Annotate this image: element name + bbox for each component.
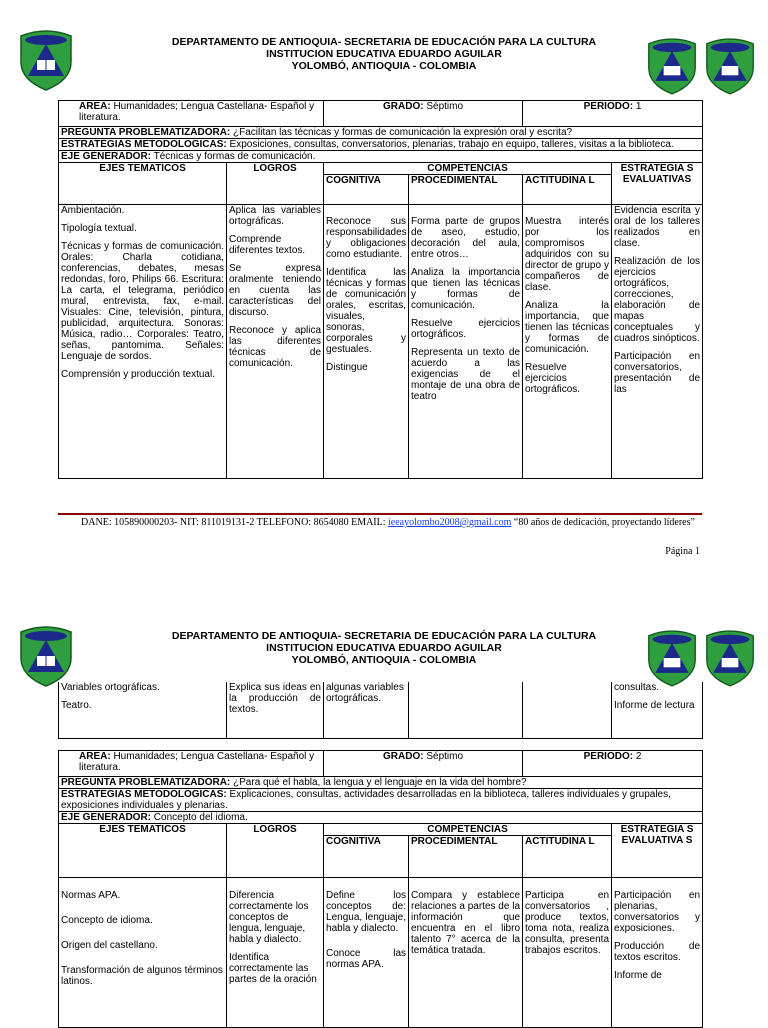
cont-procedimental <box>409 682 523 738</box>
cont-actitudinal <box>523 682 612 738</box>
col-logros-header: LOGROS <box>227 163 324 205</box>
header-line-2: INSTITUCION EDUCATIVA EDUARDO AGUILAR <box>266 642 502 654</box>
page-number: Página 1 <box>665 546 700 557</box>
footer: DANE: 105890000203- NIT: 811019131-2 TELEFONO: 8654080 EMAIL: ieeayolombo2008@gmail.com “80 años de dedicación, proyectando líderes” <box>81 517 695 528</box>
document-header-2 <box>0 630 768 666</box>
header-line-3: YOLOMBÓ, ANTIOQUIA - COLOMBIA <box>291 654 477 666</box>
col-ejes-header: EJES TEMATICOS <box>59 824 227 878</box>
col-competencias-header: COMPETENCIAS <box>324 163 612 175</box>
footer-rule <box>58 513 702 515</box>
col-actitudinal-header: ACTITUDINA L <box>523 175 612 205</box>
pregunta-cell: PREGUNTA PROBLEMATIZADORA: ¿Facilitan las técnicas y formas de comunicación la expresión oral y escrita? <box>59 127 703 139</box>
eje-cell: EJE GENERADOR: Concepto del idioma. <box>59 812 703 824</box>
document-header <box>0 36 768 72</box>
grado-cell: GRADO: Séptimo <box>324 751 523 777</box>
cognitiva-content: Define los conceptos de: Lengua, lenguaje, habla y dialecto. Conoce las normas APA. <box>324 878 409 1028</box>
estrategias-eval-content: Participación en plenarias, conversatorios y exposiciones. Producción de textos escritos. Informe de <box>612 878 703 1028</box>
area-cell: AREA: Humanidades; Lengua Castellana- Español y literatura. <box>59 101 324 127</box>
email-link[interactable]: ieeayolombo2008@gmail.com <box>388 517 512 528</box>
header-line-2: INSTITUCION EDUCATIVA EDUARDO AGUILAR <box>266 48 502 60</box>
header-line-1: DEPARTAMENTO DE ANTIOQUIA- SECRETARIA DE EDUCACIÓN PARA LA CULTURA <box>171 630 597 642</box>
col-ejes-header: EJES TEMATICOS <box>59 163 227 205</box>
ejes-content: Ambientación. Tipología textual. Técnicas y formas de comunicación. Orales: Charla cotidiana, conferencias, debates, mesas redondas, foro, Philips 66. Escritura: La carta, el telegrama, periódico mural, entrevista, fax, e-mail. Visuales: Cine, televisión, pintura, publicidad, arquitectura. Sonoras: Música, radio… Corporales: Teatro, señas, pantomima. Señales: Lenguaje de sordos. Comprensión y producción textual. <box>59 205 227 479</box>
ejes-content: Normas APA. Concepto de idioma. Origen del castellano. Transformación de algunos términos latinos. <box>59 878 227 1028</box>
estrategias-cell: ESTRATEGIAS METODOLOGICAS: Exposiciones, consultas, conversatorios, plenarias, trabajo en equipo, talleres, visitas a la biblioteca. <box>59 139 703 151</box>
col-procedimental-header: PROCEDIMENTAL <box>409 836 523 878</box>
procedimental-content: Compara y establece relaciones a partes de la información que encuentra en el libro talento 7° acerca de la temática tratada. <box>409 878 523 1028</box>
col-estrategias-header: ESTRATEGIA S EVALUATIVA S <box>612 824 703 878</box>
plan-table-period-2 <box>58 750 703 1028</box>
col-competencias-header: COMPETENCIAS <box>324 824 612 836</box>
col-cognitiva-header: COGNITIVA <box>324 836 409 878</box>
actitudinal-content: Participa en conversatorios , produce textos, toma nota, realiza consulta, presenta trabajos escritos. <box>523 878 612 1028</box>
logros-content: Aplica las variables ortográficas. Comprende diferentes textos. Se expresa oralmente teniendo en cuenta las características del discurso. Reconoce y aplica las diferentes técnicas de comunicación. <box>227 205 324 479</box>
cont-ejes: Variables ortográficas. Teatro. <box>59 682 227 738</box>
area-cell: AREA: Humanidades; Lengua Castellana- Español y literatura. <box>59 751 324 777</box>
eje-cell: EJE GENERADOR: Técnicas y formas de comunicación. <box>59 151 703 163</box>
header-line-3: YOLOMBÓ, ANTIOQUIA - COLOMBIA <box>291 60 477 72</box>
grado-cell: GRADO: Séptimo <box>324 101 523 127</box>
col-actitudinal-header: ACTITUDINA L <box>523 836 612 878</box>
col-cognitiva-header: COGNITIVA <box>324 175 409 205</box>
cont-logros: Explica sus ideas en la producción de textos. <box>227 682 324 738</box>
periodo-cell: PERIODO: 1 <box>523 101 703 127</box>
plan-table-period-1-continued <box>58 682 703 739</box>
header-line-1: DEPARTAMENTO DE ANTIOQUIA- SECRETARIA DE EDUCACIÓN PARA LA CULTURA <box>171 36 597 48</box>
logros-content: Diferencia correctamente los conceptos de lengua, lenguaje, habla y dialecto. Identifica correctamente las partes de la oración <box>227 878 324 1028</box>
col-estrategias-header: ESTRATEGIA S EVALUATIVAS <box>612 163 703 205</box>
pregunta-cell: PREGUNTA PROBLEMATIZADORA: ¿Para qué el habla, la lengua y el lenguaje en la vida del hombre? <box>59 777 703 789</box>
actitudinal-content: Muestra interés por los compromisos adquiridos con su director de grupo y compañeros de clase. Analiza la importancia, que tienen las técnicas y formas de comunicación. Resuelve ejercicios ortográficos. <box>523 205 612 479</box>
estrategias-eval-content: Evidencia escrita y oral de los talleres realizados en clase. Realización de los ejercicios ortográficos, correcciones, elaboración de mapas conceptuales y cuadros sinópticos. Participación en conversatorios, presentación de las <box>612 205 703 479</box>
estrategias-cell: ESTRATEGIAS METODOLOGICAS: Explicaciones, consultas, actividades desarrolladas en la biblioteca, talleres individuales y grupales, exposiciones individuales y plenarias. <box>59 789 703 812</box>
cont-cognitiva: algunas variables ortográficas. <box>324 682 409 738</box>
col-logros-header: LOGROS <box>227 824 324 878</box>
plan-table-period-1 <box>58 100 703 479</box>
col-procedimental-header: PROCEDIMENTAL <box>409 175 523 205</box>
procedimental-content: Forma parte de grupos de aseo, estudio, decoración del aula, entre otros… Analiza la importancia que tienen las técnicas y formas de comunicación. Resuelve ejercicios ortográficos. Representa un texto de acuerdo a las exigencias de el montaje de una obra de teatro <box>409 205 523 479</box>
periodo-cell: PERIODO: 2 <box>523 751 703 777</box>
cognitiva-content: Reconoce sus responsabilidades y obligaciones como estudiante. Identifica las técnicas y formas de comunicación orales, escritas, visuales, sonoras, corporales y gestuales. Distingue <box>324 205 409 479</box>
cont-estrategias: consultas. Informe de lectura <box>612 682 703 738</box>
